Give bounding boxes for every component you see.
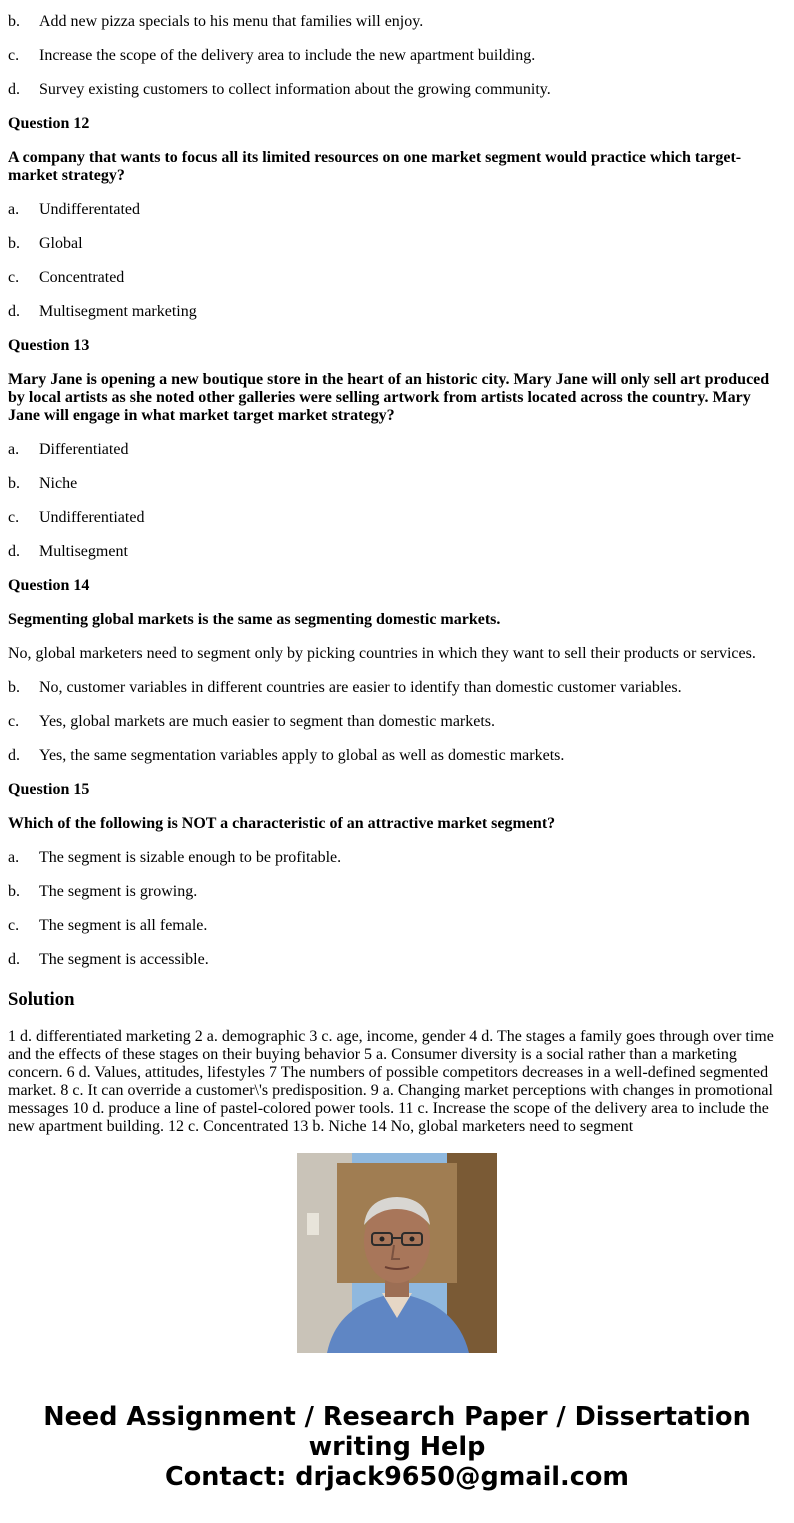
question-title: Question 15 <box>8 781 90 798</box>
option-line: b. The segment is growing. <box>8 883 198 900</box>
option-line: No, global marketers need to segment only by picking countries in which they want to sell their products or services. <box>8 645 756 662</box>
question-prompt: Mary Jane is opening a new boutique store in the heart of an historic city. Mary Jane will only sell art produced by local artists as she noted other galleries were selling artwork from artists located across the country. Mary Jane will engage in what market target market strategy? <box>8 371 770 424</box>
question-title: Question 12 <box>8 115 90 132</box>
option-line: d. Multisegment <box>8 543 128 560</box>
option-line: b. Niche <box>8 475 78 492</box>
solution-text: 1 d. differentiated marketing 2 a. demographic 3 c. age, income, gender 4 d. The stages a family goes through over time and the effects of these stages on their buying behavior 5 a. Consumer diversity is a social rather than a marketing concern. 6 d. Values, attitudes, lifestyles 7 The numbers of possible competitors decreases in a well-defined segmented market. 8 c. It can override a customer\'s predisposition. 9 a. Changing market perceptions with changes in promotional messages 10 d. produce a line of pastel-colored power tools. 11 c. Increase the scope of the delivery area to include the new apartment building. 12 c. Concentrated 13 b. Niche 14 No, global marketers need to segment <box>8 1028 774 1135</box>
question-prompt: Segmenting global markets is the same as segmenting domestic markets. <box>8 611 501 628</box>
option-line: d. The segment is accessible. <box>8 951 209 968</box>
option-line: c. Yes, global markets are much easier to segment than domestic markets. <box>8 713 496 730</box>
question-prompt: Which of the following is NOT a characteristic of an attractive market segment? <box>8 815 556 832</box>
footer-banner <box>0 1402 794 1492</box>
option-line: b. No, customer variables in different countries are easier to identify than domestic customer variables. <box>8 679 682 696</box>
author-avatar <box>297 1153 497 1353</box>
option-line: c. The segment is all female. <box>8 917 208 934</box>
option-line: a. The segment is sizable enough to be profitable. <box>8 849 342 866</box>
option-line: c. Concentrated <box>8 269 125 286</box>
author-portrait-image <box>297 1153 497 1353</box>
option-line: d. Multisegment marketing <box>8 303 197 320</box>
option-line: a. Differentiated <box>8 441 129 458</box>
footer-line: Need Assignment / Research Paper / Dissertation <box>43 1402 751 1432</box>
footer-line: writing Help <box>308 1432 486 1462</box>
footer-contact: Contact: drjack9650@gmail.com <box>165 1462 629 1492</box>
question-title: Question 14 <box>8 577 90 594</box>
option-line: d. Survey existing customers to collect information about the growing community. <box>8 81 551 98</box>
option-line: c. Increase the scope of the delivery area to include the new apartment building. <box>8 47 536 64</box>
option-line: b. Add new pizza specials to his menu that families will enjoy. <box>8 13 424 30</box>
question-prompt: A company that wants to focus all its limited resources on one market segment would practice which target-market strategy? <box>8 149 742 184</box>
question-title: Question 13 <box>8 337 90 354</box>
option-line: b. Global <box>8 235 83 252</box>
solution-heading: Solution <box>8 989 75 1010</box>
option-line: a. Undifferentated <box>8 201 140 218</box>
option-line: d. Yes, the same segmentation variables apply to global as well as domestic markets. <box>8 747 565 764</box>
option-line: c. Undifferentiated <box>8 509 145 526</box>
